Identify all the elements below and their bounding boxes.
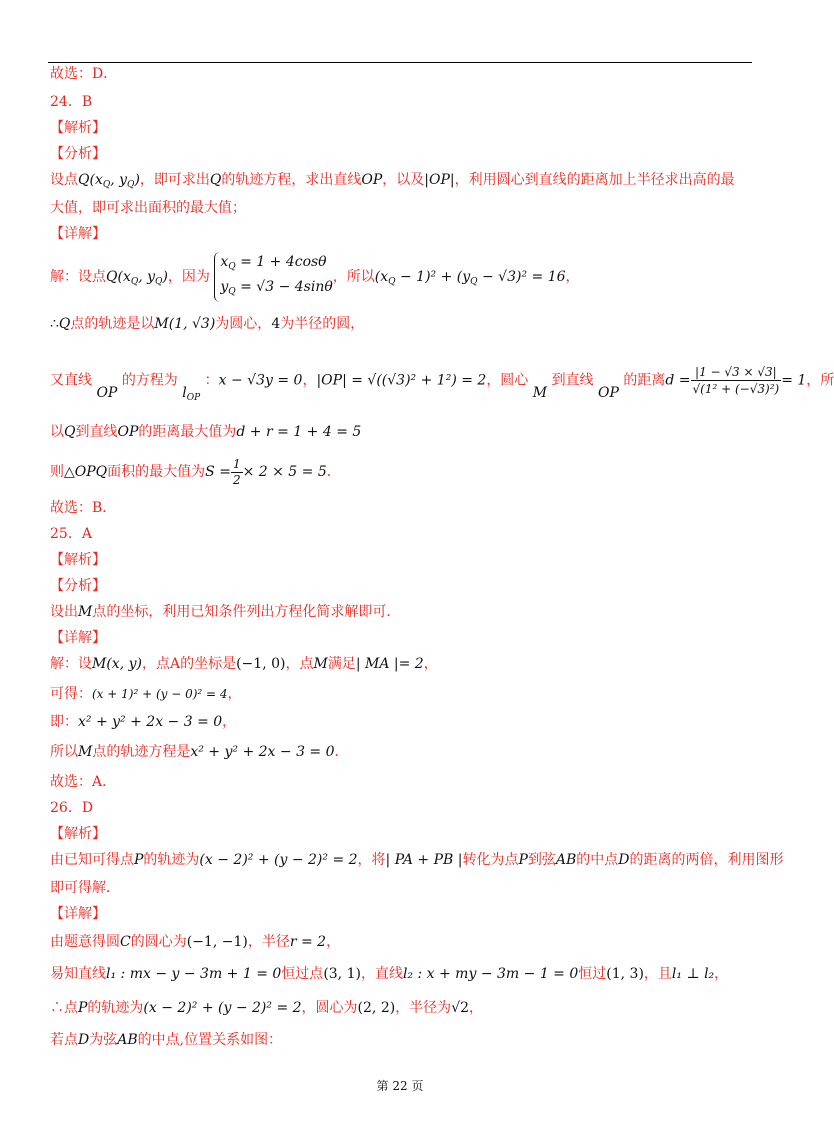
section-heading	[50, 224, 755, 244]
text-segment: 解：设	[50, 656, 92, 672]
text-segment: ，	[326, 934, 341, 950]
text-segment: ∴点	[50, 1000, 78, 1016]
text-segment: ．	[334, 744, 349, 760]
text-segment: 转化为点	[462, 852, 519, 868]
math-expr: (−1, 0)	[236, 656, 286, 672]
text-segment: ，将	[357, 852, 386, 868]
math-expr: , y	[138, 269, 156, 285]
math-expr: Q(x	[78, 172, 103, 188]
math-expr: l	[182, 384, 187, 401]
system-row	[220, 254, 326, 270]
text-line	[50, 850, 784, 870]
text-segment: 则	[50, 464, 64, 480]
text-line	[50, 654, 755, 674]
text-segment: ，所	[806, 372, 834, 389]
section-heading	[50, 576, 755, 596]
math-expr: AB	[117, 1032, 138, 1048]
math-sub: Q	[127, 180, 135, 190]
page-number: 第 22 页	[376, 1079, 424, 1093]
text-segment: ，圆心	[486, 372, 529, 389]
equation-system	[214, 252, 332, 302]
text-line	[50, 932, 755, 952]
text-segment: 的距离的两倍，利用图形	[629, 852, 784, 868]
distance-fraction	[691, 364, 782, 397]
math-expr: AB	[555, 852, 577, 868]
fraction-numerator: 1	[232, 456, 241, 471]
text-segment: 可得：	[50, 686, 92, 702]
text-segment: 点的轨迹方程是	[92, 744, 191, 760]
text-segment: ，	[469, 1000, 484, 1016]
math-expr: √2	[451, 1000, 470, 1016]
math-expr: M	[532, 384, 548, 401]
math-expr: |OP|	[424, 172, 455, 188]
math-sub: Q	[228, 287, 236, 297]
text-segment: ，且	[643, 966, 672, 982]
text-line	[50, 1030, 755, 1050]
heading-text: 【解析】	[50, 120, 106, 136]
text-segment: 为弦	[89, 1032, 118, 1048]
text-line	[50, 712, 755, 732]
text-segment: 设出	[50, 604, 78, 620]
fraction-denominator: 2	[232, 472, 241, 487]
answer-text: 故选：D．	[50, 66, 118, 82]
math-expr: C	[120, 934, 131, 950]
text-segment: ，半径为	[395, 1000, 452, 1016]
math-expr: x	[220, 254, 229, 270]
text-segment: ，	[302, 372, 317, 389]
math-expr: P	[518, 852, 528, 868]
question-label: 26．D	[50, 800, 94, 816]
text-line	[50, 314, 755, 334]
math-expr: M	[78, 744, 93, 760]
heading-text: 【详解】	[50, 226, 106, 242]
math-expr: Q	[209, 172, 222, 188]
text-segment: 到弦	[527, 852, 556, 868]
text-line	[50, 742, 755, 762]
math-expr: (x + 1)² + (y − 0)² = 4	[92, 687, 228, 701]
header-rule	[48, 62, 752, 63]
math-expr: (x − 2)² + (y − 2)² = 2	[199, 852, 358, 868]
math-expr: 4	[271, 316, 281, 332]
text-segment: 的中点	[576, 852, 619, 868]
text-segment: ，	[423, 656, 438, 672]
math-expr: l₁ ⊥ l₂	[671, 966, 715, 982]
math-expr: , y	[110, 172, 128, 188]
math-expr: )	[162, 269, 168, 285]
text-line	[50, 964, 755, 984]
text-segment: 以	[50, 424, 64, 440]
text-segment: ：	[204, 372, 219, 389]
system-row	[220, 279, 332, 295]
math-sub: OP	[186, 392, 201, 403]
math-expr: l₂ : x + my − 3m − 1 = 0	[402, 966, 579, 982]
text-segment: 的圆心为	[130, 934, 187, 950]
text-line	[50, 170, 755, 195]
math-sub: Q	[470, 277, 478, 287]
text-segment: 恒过点	[281, 966, 324, 982]
heading-text: 【解析】	[50, 552, 106, 568]
text-segment: 又直线	[50, 372, 92, 389]
math-sub: Q	[130, 277, 139, 287]
math-expr: P	[134, 852, 144, 868]
text-segment: ，以及	[382, 172, 425, 188]
math-expr: = √3 − 4sinθ	[235, 279, 333, 295]
math-expr: Q	[64, 424, 76, 440]
text-segment: 的距离最大值为	[138, 424, 237, 440]
math-sub: Q	[228, 262, 236, 272]
question-label: 24．B	[50, 94, 93, 110]
text-segment: 即可得解．	[50, 880, 120, 896]
heading-text: 【详解】	[50, 906, 106, 922]
math-expr: P	[78, 1000, 88, 1016]
text-segment: 点的轨迹是以	[70, 316, 155, 332]
text-line	[50, 772, 755, 792]
math-expr: Q	[58, 316, 71, 332]
section-heading	[50, 628, 755, 648]
text-segment: 大值，即可求出面积的最大值；	[50, 200, 246, 216]
math-expr: d + r = 1 + 4 = 5	[236, 424, 362, 440]
math-expr: △OPQ	[64, 464, 108, 480]
math-expr: (1, 3)	[606, 966, 644, 982]
heading-text: 【分析】	[50, 146, 106, 162]
text-segment: 的距离	[623, 372, 666, 389]
math-expr: M(1, √3)	[154, 316, 216, 332]
math-expr: (3, 1)	[323, 966, 361, 982]
text-segment: 面积的最大值为	[107, 464, 206, 480]
text-segment: ，	[222, 714, 237, 730]
question-label: 25．A	[50, 526, 92, 542]
question-number	[50, 524, 755, 544]
text-segment: 易知直线	[50, 966, 106, 982]
text-segment: 的方程为	[121, 372, 178, 389]
text-segment: ，半径	[247, 934, 290, 950]
text-segment: 的轨迹为	[143, 852, 200, 868]
text-segment: ，圆心为	[301, 1000, 358, 1016]
math-expr: M(x, y)	[92, 656, 142, 672]
text-segment: 为半径的圆，	[280, 316, 365, 332]
section-heading	[50, 144, 755, 164]
math-expr: |OP| = √((√3)² + 1²) = 2	[316, 372, 487, 389]
text-line	[50, 452, 755, 492]
math-sub: Q	[155, 277, 163, 287]
text-segment: 点的坐标，利用已知条件列出方程化简求解即可．	[92, 604, 401, 620]
text-segment: 解：设点	[50, 269, 106, 285]
math-expr: (x − 2)² + (y − 2)² = 2	[143, 1000, 302, 1016]
math-expr: S =	[205, 464, 231, 480]
heading-text: 【解析】	[50, 826, 106, 842]
text-segment: 的轨迹为	[87, 1000, 144, 1016]
text-segment: ，即可求出	[139, 172, 210, 188]
math-expr: M	[313, 656, 328, 672]
text-segment: ，	[714, 966, 729, 982]
half-fraction	[231, 457, 243, 488]
math-expr: OP	[96, 384, 118, 401]
text-line	[50, 64, 755, 84]
text-segment: 为圆心，	[215, 316, 272, 332]
text-line	[50, 422, 755, 442]
math-expr: OP	[361, 172, 383, 188]
math-expr: | PA + PB |	[385, 852, 463, 868]
text-segment: ，点	[285, 656, 314, 672]
math-expr: (−1, −1)	[186, 934, 248, 950]
text-segment: 由已知可得点	[50, 852, 134, 868]
text-segment: 到直线	[551, 372, 594, 389]
heading-text: 【分析】	[50, 578, 106, 594]
math-expr: Q(x	[106, 269, 131, 285]
math-symbol: ∴	[50, 316, 59, 332]
fraction-numerator: |1 − √3 × √3|	[691, 364, 782, 381]
text-segment: 由题意得圆	[50, 934, 120, 950]
text-segment: 的中点,位置关系如图：	[137, 1032, 283, 1048]
text-segment: 满足	[327, 656, 356, 672]
math-expr: D	[78, 1032, 90, 1048]
answer-text: 故选：B．	[50, 500, 117, 516]
text-segment: 所以	[50, 744, 78, 760]
math-expr: = 1	[781, 372, 807, 389]
text-line	[50, 364, 834, 403]
text-line	[50, 878, 755, 898]
math-expr: | MA |= 2	[355, 656, 424, 672]
text-segment: 若点	[50, 1032, 78, 1048]
math-expr: − 1)² + (y	[395, 269, 471, 285]
math-expr: d =	[665, 372, 691, 389]
math-expr	[182, 385, 200, 401]
section-heading	[50, 118, 755, 138]
text-segment: ，因为	[167, 269, 210, 285]
text-segment: 恒过	[578, 966, 607, 982]
text-line	[50, 998, 755, 1018]
text-segment: ，利用圆心到直线的距离加上半径求出高的最	[454, 172, 735, 188]
section-heading	[50, 824, 755, 844]
text-line	[50, 198, 755, 218]
math-sub: Q	[388, 277, 396, 287]
math-expr: = 1 + 4cosθ	[235, 254, 327, 270]
math-expr: x² + y² + 2x − 3 = 0	[78, 714, 223, 730]
math-expr: x − √3y = 0	[218, 372, 303, 389]
text-line	[50, 252, 755, 304]
math-expr: D	[618, 852, 630, 868]
text-segment: ．	[326, 464, 341, 480]
text-segment: ，直线	[360, 966, 403, 982]
math-expr: M	[78, 604, 93, 620]
text-line	[50, 498, 755, 518]
math-expr: OP	[117, 424, 139, 440]
math-expr: (2, 2)	[357, 1000, 396, 1016]
math-expr: y	[220, 279, 229, 295]
heading-text: 【详解】	[50, 630, 106, 646]
text-segment: ，	[565, 269, 580, 285]
text-segment: 的轨迹方程，求出直线	[221, 172, 362, 188]
math-expr: x² + y² + 2x − 3 = 0	[190, 744, 335, 760]
math-sub: Q	[102, 180, 111, 190]
math-expr: − √3)² = 16	[477, 269, 566, 285]
text-line	[50, 684, 755, 704]
math-expr: )	[134, 172, 140, 188]
math-expr: r = 2	[289, 934, 327, 950]
section-heading	[50, 550, 755, 570]
math-expr: OP	[598, 384, 619, 401]
text-segment: ，	[227, 686, 242, 702]
text-line	[50, 602, 755, 622]
question-number	[50, 798, 755, 818]
text-segment: 到直线	[75, 424, 118, 440]
section-heading	[50, 904, 755, 924]
text-segment: ，所以	[332, 269, 375, 285]
question-number	[50, 92, 755, 112]
text-segment: 即：	[50, 714, 78, 730]
text-segment: ，点A的坐标是	[141, 656, 237, 672]
math-expr: × 2 × 5 = 5	[242, 464, 327, 480]
text-segment: 设点	[50, 172, 78, 188]
math-expr: l₁ : mx − y − 3m + 1 = 0	[106, 966, 282, 982]
answer-text: 故选：A．	[50, 774, 117, 790]
math-expr: (x	[374, 269, 389, 285]
fraction-denominator: √(1² + (−√3)²)	[692, 382, 780, 396]
